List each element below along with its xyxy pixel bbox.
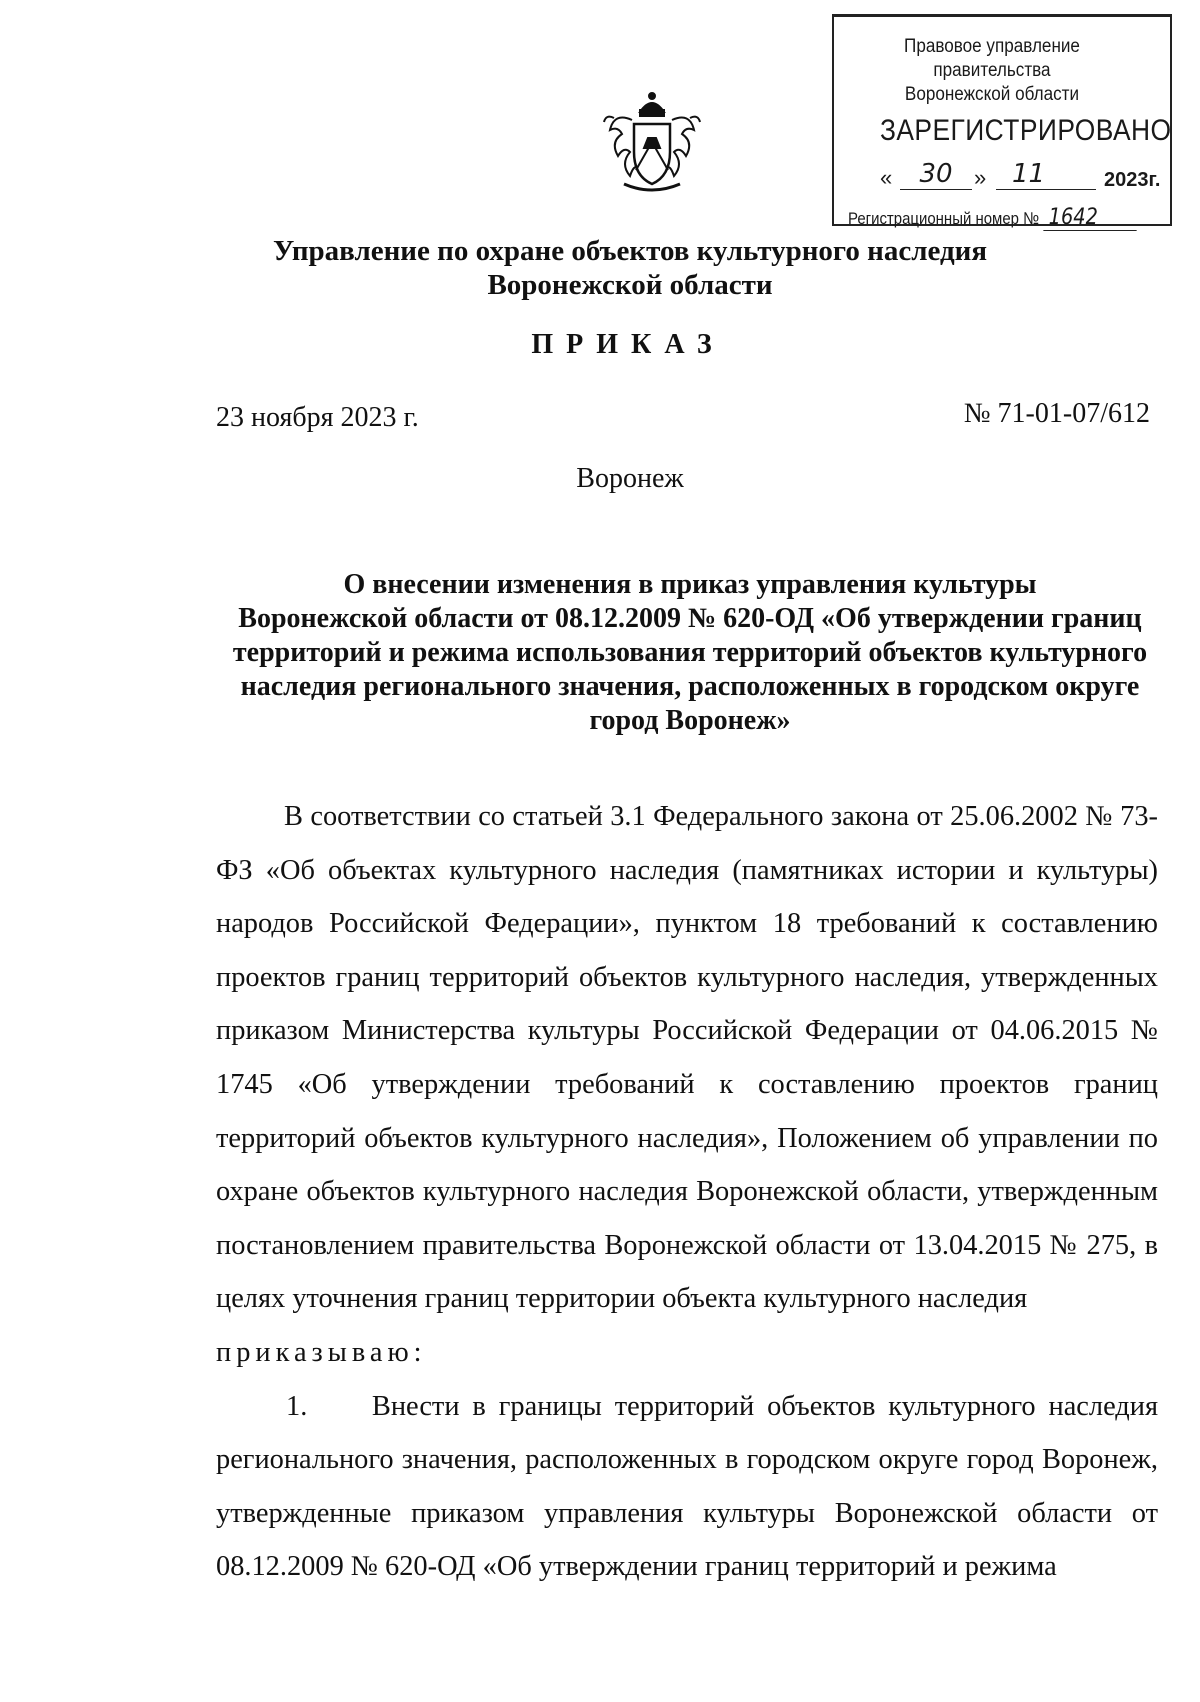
stamp-reg-number: 1642 [1043,205,1136,231]
stamp-date-year: 2023г. [1104,169,1161,191]
title-line: территорий и режима использования территорий объектов культурного [232,637,1148,668]
stamp-date: « 30 » 11 2023г. [880,159,1161,191]
title-line: О внесении изменения в приказ управления культуры [343,569,1037,600]
stamp-date-month: 11 [996,159,1096,190]
document-city: Воронеж [576,463,684,494]
document-type: ПРИКАЗ [531,329,725,360]
stamp-registered-text: ЗАРЕГИСТРИРОВАНО [880,114,1172,147]
stamp-date-day: 30 [900,159,972,190]
document-date: 23 ноября 2023 г. [216,402,419,433]
order-word: приказываю: [216,1336,427,1368]
document-title [220,568,1160,738]
coat-of-arms-icon [600,90,704,194]
title-line: Воронежской области от 08.12.2009 № 620-ОД «Об утверждении границ [238,603,1142,634]
document-number: № 71-01-07/612 [963,398,1150,429]
stamp-reg-label: Регистрационный номер № [848,209,1040,228]
title-line: город Воронеж» [589,705,791,736]
preamble-paragraph: В соответствии со статьей 3.1 Федерального закона от 25.06.2002 № 73-ФЗ «Об объектах культурного наследия (памятниках истории и культуры) народов Российской Федерации», пунктом 18 требований к составлению проектов границ территорий объектов культурного наследия, утвержденных приказом Министерства культуры Российской Федерации от 04.06.2015 № 1745 «Об утверждении требований к составлению проектов границ территорий объектов культурного наследия», Положением об управлении по охране объектов культурного наследия Воронежской области, утвержденным постановлением правительства Воронежской области от 13.04.2015 № 275, в целях уточнения границ территории объекта культурного наследия [216,801,1158,1315]
order-item-1: 1. Внести в границы территорий объектов культурного наследия регионального значения, расположенных в городском округе город Воронеж, утвержденные приказом управления культуры Воронежской области от 08.12.2009 № 620-ОД «Об утверждении границ территорий и режима [216,1390,1166,1583]
title-line: наследия регионального значения, расположенных в городском округе [240,671,1140,702]
stamp-organization [848,35,1136,107]
stamp-registration-number [848,205,1137,231]
organization-name-line1: Управление по охране объектов культурного наследия [272,235,988,267]
stamp-org-line2: Воронежской области [904,84,1080,105]
document-body [216,790,1166,1594]
stamp-org-line1: Правовое управление правительства [904,36,1080,81]
organization-name-line2: Воронежской области [487,269,773,301]
registration-stamp [832,14,1172,230]
